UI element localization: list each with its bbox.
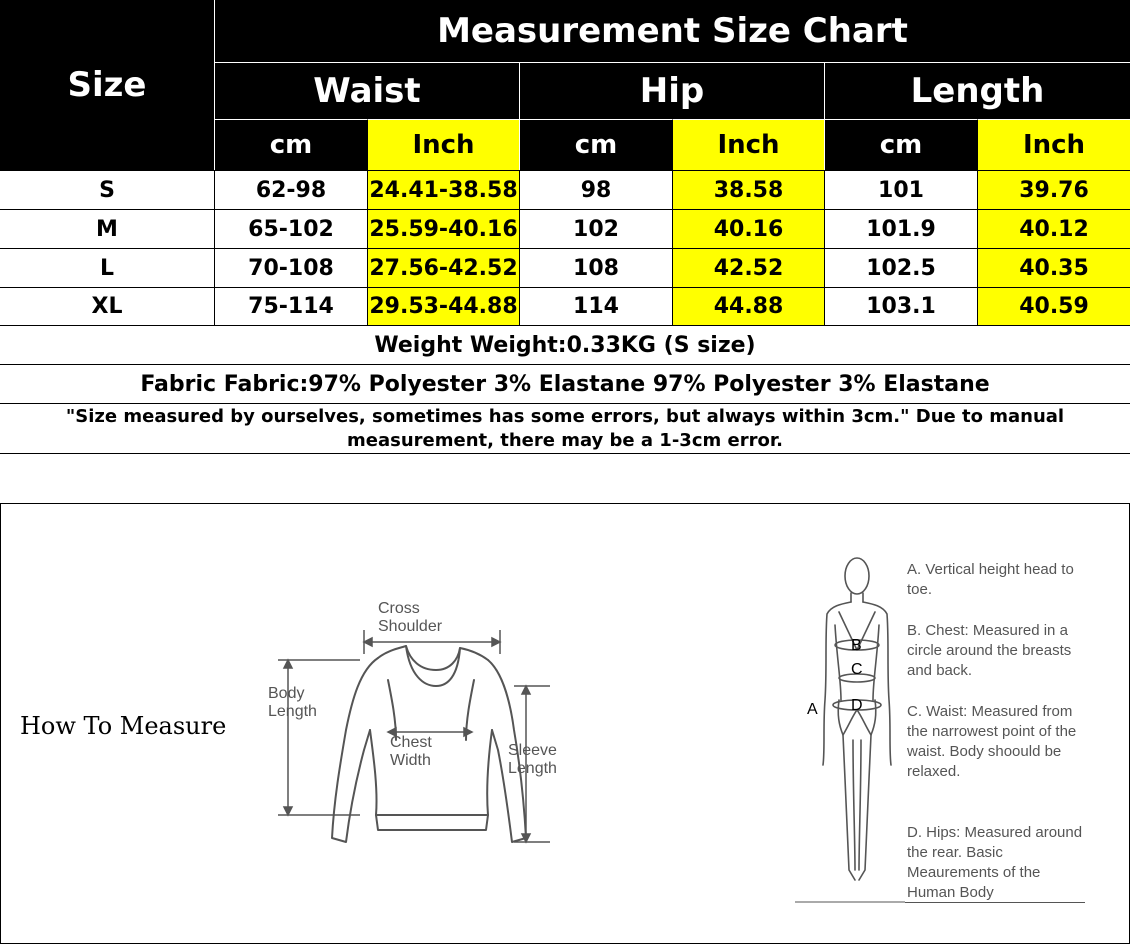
body-length-label-1: Body <box>268 685 305 702</box>
table-cell: 38.58 <box>672 170 824 209</box>
body-note-b: B. Chest: Measured in a circle around the breasts and back. <box>907 622 1072 679</box>
group-hip: Hip <box>519 62 824 119</box>
shirt-outline <box>378 646 488 670</box>
shirt-diagram <box>260 590 580 860</box>
table-cell: 40.12 <box>977 209 1130 248</box>
table-cell: 40.16 <box>672 209 824 248</box>
size-label-l: L <box>0 248 214 287</box>
unit-length-cm: cm <box>824 119 977 170</box>
inner-arm-right <box>873 625 879 700</box>
body-note-c: C. Waist: Measured from the narrowest point of the waist. Body shoould be relaxed. <box>907 703 1077 780</box>
group-length: Length <box>824 62 1130 119</box>
letter-b: B <box>851 637 862 654</box>
sleeve-length-label-2: Length <box>508 760 557 777</box>
legs-outline <box>843 735 871 880</box>
table-cell: 24.41-38.58 <box>367 170 519 209</box>
torso-outline <box>823 602 891 765</box>
unit-waist-cm: cm <box>214 119 367 170</box>
unit-hip-cm: cm <box>519 119 672 170</box>
body-note-d: D. Hips: Measured around the rear. Basic Meaurements of the Human Body <box>907 824 1083 901</box>
chart-title: Measurement Size Chart <box>214 0 1130 62</box>
arrowhead <box>364 638 372 646</box>
size-header: Size <box>0 0 214 170</box>
letter-c: C <box>851 661 863 678</box>
letter-a: A <box>807 701 818 718</box>
body-note-a: A. Vertical height head to toe. <box>907 561 1074 598</box>
table-cell: 40.35 <box>977 248 1130 287</box>
chest-width-label-1: Chest <box>390 734 432 751</box>
fabric-row: Fabric Fabric:97% Polyester 3% Elastane 97% Polyester 3% Elastane <box>0 364 1130 403</box>
shirt-collar <box>406 646 460 686</box>
empty-row <box>0 453 1130 504</box>
how-to-measure-label: How To Measure <box>20 712 227 740</box>
group-waist: Waist <box>214 62 519 119</box>
table-cell: 103.1 <box>824 287 977 325</box>
table-cell: 62-98 <box>214 170 367 209</box>
table-cell: 40.59 <box>977 287 1130 325</box>
table-cell: 70-108 <box>214 248 367 287</box>
cross-shoulder-label-1: Cross <box>378 600 420 617</box>
arrowhead <box>492 638 500 646</box>
size-label-xl: XL <box>0 287 214 325</box>
table-cell: 114 <box>519 287 672 325</box>
table-cell: 25.59-40.16 <box>367 209 519 248</box>
letter-d: D <box>851 697 863 714</box>
size-label-m: M <box>0 209 214 248</box>
table-cell: 29.53-44.88 <box>367 287 519 325</box>
cross-shoulder-label-2: Shoulder <box>378 618 443 635</box>
unit-waist-inch: Inch <box>367 119 519 170</box>
body-length-label-2: Length <box>268 703 317 720</box>
table-cell: 44.88 <box>672 287 824 325</box>
body-diagram <box>795 550 905 910</box>
table-cell: 42.52 <box>672 248 824 287</box>
table-cell: 101.9 <box>824 209 977 248</box>
table-cell: 75-114 <box>214 287 367 325</box>
weight-row: Weight Weight:0.33KG (S size) <box>0 325 1130 364</box>
measurement-note: "Size measured by ourselves, sometimes has some errors, but always within 3cm." Due to manual measurement, there may be a 1-3cm error. <box>0 403 1130 453</box>
table-cell: 102.5 <box>824 248 977 287</box>
table-cell: 101 <box>824 170 977 209</box>
unit-hip-inch: Inch <box>672 119 824 170</box>
table-cell: 108 <box>519 248 672 287</box>
inner-arm-left <box>835 625 841 700</box>
arrowhead <box>284 660 292 668</box>
size-label-s: S <box>0 170 214 209</box>
head-outline <box>845 558 869 594</box>
table-cell: 39.76 <box>977 170 1130 209</box>
sleeve-length-label-1: Sleeve <box>508 742 557 759</box>
unit-length-inch: Inch <box>977 119 1130 170</box>
shirt-hem <box>376 815 488 830</box>
table-cell: 102 <box>519 209 672 248</box>
arrowhead <box>522 834 530 842</box>
arrowhead <box>464 728 472 736</box>
table-cell: 27.56-42.52 <box>367 248 519 287</box>
chest-width-label-2: Width <box>390 752 431 769</box>
table-cell: 65-102 <box>214 209 367 248</box>
arrowhead <box>522 686 530 694</box>
table-cell: 98 <box>519 170 672 209</box>
arrowhead <box>284 807 292 815</box>
